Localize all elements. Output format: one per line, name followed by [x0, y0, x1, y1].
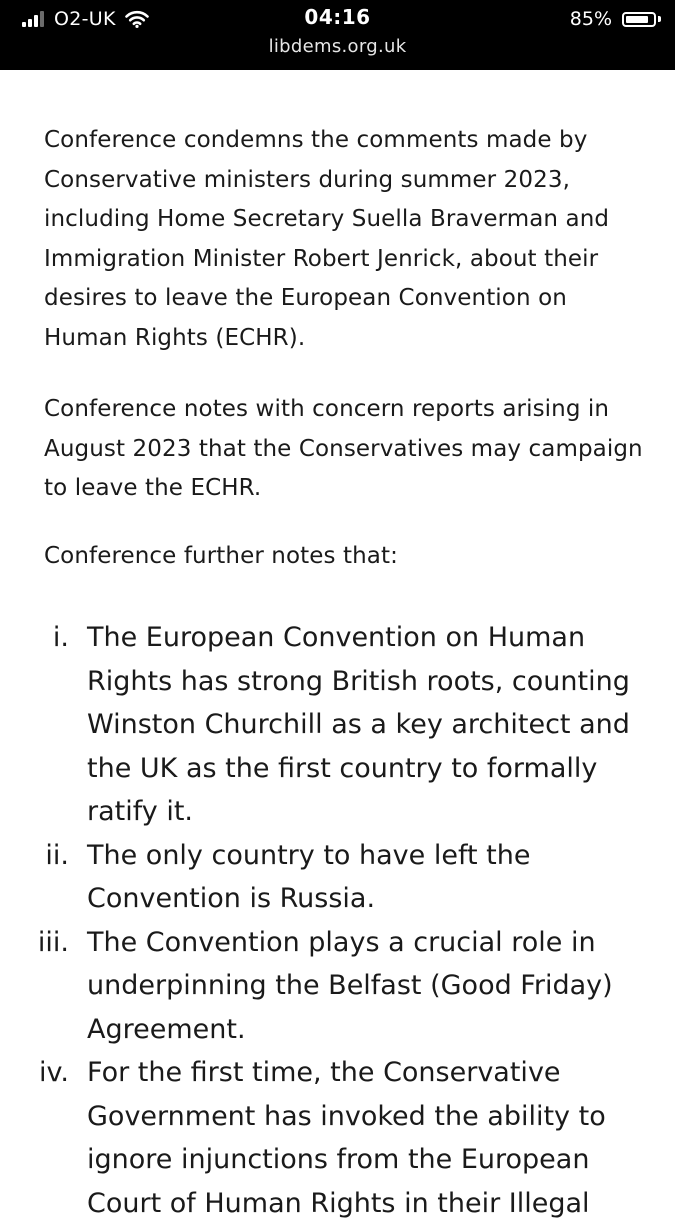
list-item-text: The European Convention on Human Rights has strong British roots, counting Winston Churchill as a key architect and the UK as the first country to formally ratify it. [87, 622, 630, 827]
list-numeral: ii. [45, 839, 69, 871]
url-bar[interactable]: libdems.org.uk [268, 36, 407, 57]
carrier-name: O2-UK [54, 8, 116, 30]
paragraph-notes-concern: Conference notes with concern reports arising in August 2023 that the Conservatives may campaign to leave the ECHR. [44, 396, 643, 501]
status-right [570, 6, 661, 32]
list-item-text: The only country to have left the Convention is Russia. [87, 839, 531, 914]
clock: 04:16 [304, 5, 371, 29]
list-numeral: i. [52, 622, 69, 653]
list-item [0, 616, 675, 834]
battery-fill [626, 16, 648, 23]
paragraph-condemns: Conference condemns the comments made by Conservative ministers during summer 2023, including Home Secretary Suella Braverman and Immigration Minister Robert Jenrick, about their desires to leave the European Convention on Human Rights (ECHR). [44, 127, 610, 351]
status-bar [0, 0, 675, 70]
list-item [0, 834, 675, 921]
list-item-text: For the first time, the Conservative Government has invoked the ability to ignore injunctions from the European Court of Human Rights in their Illegal [87, 1057, 606, 1219]
list-item-text: The Convention plays a crucial role in underpinning the Belfast (Good Friday) Agreement. [87, 926, 613, 1045]
battery-percent: 85% [569, 8, 612, 30]
list-item [0, 921, 675, 1052]
list-numeral: iv. [39, 1057, 69, 1088]
list-item [0, 1051, 675, 1225]
battery-icon [622, 12, 656, 27]
battery-nub [658, 16, 661, 22]
article-content [0, 70, 675, 1219]
list-numeral: iii. [37, 926, 69, 958]
paragraph-further-notes: Conference further notes that: [44, 543, 398, 569]
notes-list [0, 616, 675, 1225]
